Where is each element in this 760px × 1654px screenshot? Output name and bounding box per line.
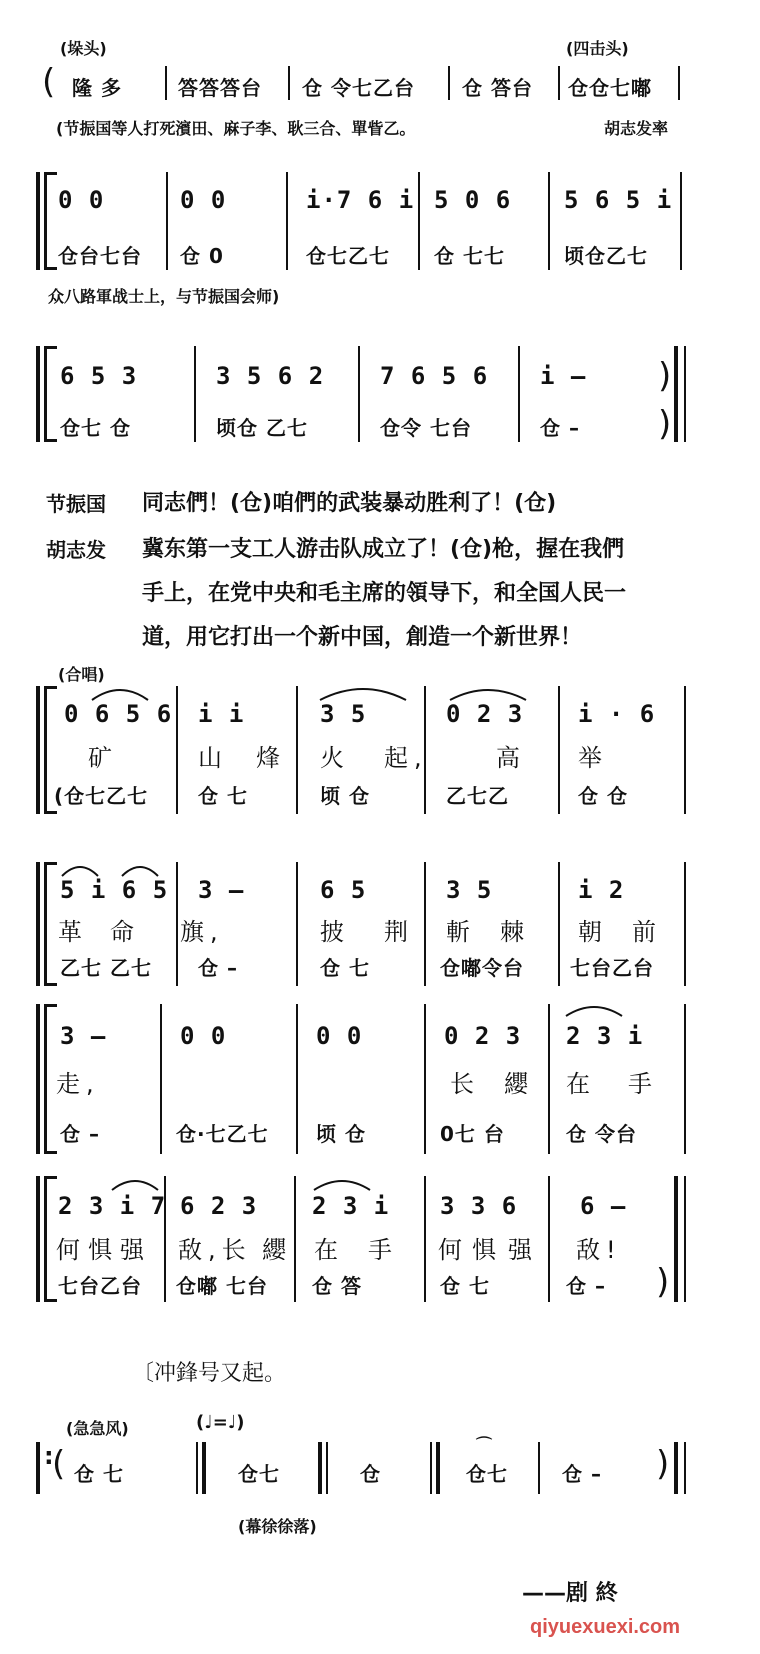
percussion-cell: 顷 仓 (320, 784, 370, 808)
finale-cell: 仓 – (562, 1462, 602, 1486)
lyric: 敌! (576, 1236, 622, 1264)
tempo-label: (急急风) (66, 1419, 129, 1438)
melody-cell: 3 5 6 2 (216, 362, 325, 390)
melody-cell: 5 i 6 5 (60, 876, 169, 904)
percussion-cell: 仓 令台 (566, 1122, 637, 1146)
barline (176, 686, 178, 814)
percussion-cell: 仓 七七 (434, 244, 505, 268)
barline (424, 1176, 426, 1302)
open-paren: ( (52, 1444, 66, 1484)
melody-cell: 0 0 (58, 186, 105, 214)
dialogue-line: 同志們！(仓)咱們的武装暴动胜利了！(仓) (142, 491, 557, 516)
open-paren: ( (42, 62, 56, 102)
percussion-cell: 乙七乙 (446, 784, 509, 808)
melody-cell: 6 2 3 (180, 1192, 258, 1220)
lyric: 山 (198, 744, 228, 772)
barline (296, 1004, 298, 1154)
system-bracket (44, 346, 57, 442)
melody-cell: 5 0 6 (434, 186, 512, 214)
repeat-barline (318, 1442, 322, 1494)
lyric: 革 (58, 918, 88, 946)
system-bracket (36, 1176, 40, 1302)
percussion-cell: 顷仓乙七 (564, 244, 648, 268)
barline (286, 172, 288, 270)
finale-cell: 仓七 (238, 1462, 280, 1486)
finale-cell: 仓 七 (74, 1462, 124, 1486)
melody-cell: i · 6 (578, 700, 656, 728)
barline (358, 346, 360, 442)
melody-cell: 0 0 (180, 1022, 227, 1050)
melody-cell: 7 6 5 6 (380, 362, 489, 390)
melody-cell: 6 5 (320, 876, 367, 904)
barline (288, 66, 290, 100)
percussion-cell: 仓台七台 (58, 244, 142, 268)
percussion-cell: 顷仓 乙七 (216, 416, 308, 440)
end-barline (684, 1176, 686, 1302)
barline (294, 1176, 296, 1302)
intro-stage-note-right: 胡志发率 (604, 119, 669, 138)
lyric: 命 (110, 918, 140, 946)
barline (680, 172, 682, 270)
slur (564, 1002, 624, 1018)
lyric: 披 (320, 918, 350, 946)
barline (538, 1442, 540, 1494)
close-paren: ) (658, 356, 672, 396)
percussion-cell: 仓 七 (320, 956, 370, 980)
lyric: 起, (384, 744, 428, 772)
percussion-cell: 仓 七 (440, 1274, 490, 1298)
barline (430, 1442, 432, 1494)
melody-cell: i i (198, 700, 245, 728)
lyric: 惧 (472, 1236, 502, 1264)
curtain-note: (幕徐徐落) (238, 1517, 317, 1536)
barline (326, 1442, 328, 1494)
system-bracket (44, 172, 57, 270)
intro-stage-note: (节振国等人打死濱田、麻子李、耿三合、單眥乙。 (56, 119, 416, 138)
lyric: 火 (320, 744, 350, 772)
barline (165, 66, 167, 100)
barline (296, 686, 298, 814)
close-paren: ) (656, 1444, 670, 1484)
repeat-barline (436, 1442, 440, 1494)
barline (424, 1004, 426, 1154)
percussion-cell: 仓 – (60, 1122, 100, 1146)
end-barline (674, 1442, 678, 1494)
barline (548, 1004, 550, 1154)
percussion-cell: 仓令 七台 (380, 416, 472, 440)
melody-cell: 0 2 3 (444, 1022, 522, 1050)
end-barline (684, 1442, 686, 1494)
lyric: 何 (438, 1236, 468, 1264)
system-bracket (36, 686, 40, 814)
lyric: 斬 (446, 918, 476, 946)
percussion-cell: 七台乙台 (58, 1274, 142, 1298)
lyric: 手 (368, 1236, 398, 1264)
fermata-icon: ⌒ (476, 1435, 493, 1454)
dialogue-line: 道，用它打出一个新中国，創造一个新世界！ (142, 625, 583, 650)
slur (312, 1176, 372, 1192)
barline (684, 862, 686, 986)
repeat-dots: : (44, 1442, 54, 1470)
barline (296, 862, 298, 986)
percussion-cell: 七台乙台 (570, 956, 654, 980)
lyric: 旗, (180, 918, 224, 946)
lyric: 高 (496, 744, 526, 772)
lyric: 在 (566, 1070, 596, 1098)
barline (548, 1176, 550, 1302)
lyric: 前 (632, 918, 662, 946)
barline (558, 862, 560, 986)
end-mark: ——剧 終 (522, 1581, 618, 1606)
lyric: 棘 (500, 918, 530, 946)
percussion-cell: 仓 – (566, 1274, 606, 1298)
lyric: 长 (450, 1070, 480, 1098)
melody-cell: 6 – (580, 1192, 627, 1220)
intro-cell: 仓仓七嘟 (568, 76, 652, 100)
melody-cell: i – (540, 362, 587, 390)
lyric: 举 (578, 744, 608, 772)
system-bracket (44, 862, 57, 986)
repeat-barline (202, 1442, 206, 1494)
percussion-cell: 仓嘟令台 (440, 956, 524, 980)
close-paren: ) (656, 1262, 670, 1302)
percussion-cell: 仓七 仓 (60, 416, 131, 440)
system-bracket (36, 346, 40, 442)
end-barline (674, 1176, 678, 1302)
end-barline (684, 346, 686, 442)
barline (194, 346, 196, 442)
melody-cell: 2 3 i (566, 1022, 644, 1050)
barline (684, 1004, 686, 1154)
chorus-label: (合唱) (58, 665, 105, 684)
intro-label-left: (垛头) (60, 39, 107, 58)
barline (518, 346, 520, 442)
speaker-name: 节振国 (46, 492, 106, 516)
lyric: 烽 (256, 744, 286, 772)
intro-cell: 答答答台 (178, 76, 262, 100)
percussion-cell: 仓 – (540, 416, 580, 440)
barline (418, 172, 420, 270)
melody-cell: 0 0 (180, 186, 227, 214)
dialogue-line: 手上，在党中央和毛主席的領导下，和全国人民一 (142, 581, 627, 606)
barline (176, 862, 178, 986)
end-barline (674, 346, 678, 442)
melody-cell: 0 6 5 6 (64, 700, 173, 728)
lyric: 走, (56, 1070, 100, 1098)
percussion-cell: 顷 仓 (316, 1122, 366, 1146)
percussion-cell: 乙七 乙七 (60, 956, 152, 980)
barline (424, 862, 426, 986)
speaker-name: 胡志发 (46, 538, 106, 562)
finale-cell: 仓 (360, 1462, 381, 1486)
melody-cell: 6 5 3 (60, 362, 138, 390)
lyric: 纓 (504, 1070, 534, 1098)
stage-direction: 〔冲鋒号又起。 (132, 1361, 287, 1386)
melody-cell: 3 5 (446, 876, 493, 904)
percussion-cell: (仓七乙七 (54, 784, 149, 808)
barline (166, 172, 168, 270)
barline (678, 66, 680, 100)
barline (160, 1004, 162, 1154)
percussion-cell: 仓 仓 (578, 784, 628, 808)
melody-cell: i·7 6 i (306, 186, 415, 214)
lyric: 惧 (88, 1236, 118, 1264)
barline (196, 1442, 198, 1494)
lyric: 朝 (578, 918, 608, 946)
lyric: 纓 (262, 1236, 292, 1264)
percussion-cell: 仓 0 (180, 244, 224, 268)
finale-cell: 仓七 (466, 1462, 508, 1486)
lyric: 手 (628, 1070, 658, 1098)
close-paren: ) (658, 404, 672, 444)
lyric: 何 (56, 1236, 86, 1264)
intro-cell: 隆 多 (72, 76, 122, 100)
tempo-mark: (♩=♩) (196, 1412, 245, 1433)
percussion-cell: 仓嘟 七台 (176, 1274, 268, 1298)
melody-cell: i 2 (578, 876, 625, 904)
percussion-cell: 0七 台 (440, 1122, 505, 1146)
lyric: 强 (508, 1236, 538, 1264)
melody-cell: 3 3 6 (440, 1192, 518, 1220)
barline (558, 66, 560, 100)
percussion-cell: 仓 – (198, 956, 238, 980)
intro-label-right: (四击头) (566, 39, 629, 58)
lyric: 矿 (88, 744, 118, 772)
melody-cell: 0 2 3 (446, 700, 524, 728)
lyric: 强 (120, 1236, 150, 1264)
percussion-cell: 仓七乙七 (306, 244, 390, 268)
system-bracket (36, 172, 40, 270)
melody-cell: 3 5 (320, 700, 367, 728)
dialogue-line: 冀东第一支工人游击队成立了！(仓)枪，握在我們 (142, 537, 625, 562)
melody-cell: 3 – (60, 1022, 107, 1050)
barline (684, 686, 686, 814)
watermark: qiyuexuexi.com (530, 1616, 681, 1638)
system-bracket (36, 862, 40, 986)
percussion-cell: 仓 答 (312, 1274, 362, 1298)
percussion-cell: 仓 七 (198, 784, 248, 808)
lyric: 荆 (384, 918, 414, 946)
intro-cell: 仓 令七乙台 (302, 76, 415, 100)
lyric: 在 (314, 1236, 344, 1264)
intro-cell: 仓 答台 (462, 76, 533, 100)
melody-cell: 3 – (198, 876, 245, 904)
melody-cell: 0 0 (316, 1022, 363, 1050)
barline (448, 66, 450, 100)
melody-cell: 5 6 5 i (564, 186, 673, 214)
barline (558, 686, 560, 814)
lyric: 敌,长 (178, 1236, 252, 1264)
percussion-cell: 仓·七乙七 (176, 1122, 269, 1146)
system-bracket (36, 1004, 40, 1154)
repeat-start (36, 1442, 40, 1494)
melody-cell: 2 3 i (312, 1192, 390, 1220)
barline (548, 172, 550, 270)
melody-cell: 2 3 i 7 (58, 1192, 167, 1220)
system2-stage-note: 众八路軍战士上，与节振国会师) (48, 287, 280, 306)
slur (110, 1176, 160, 1192)
